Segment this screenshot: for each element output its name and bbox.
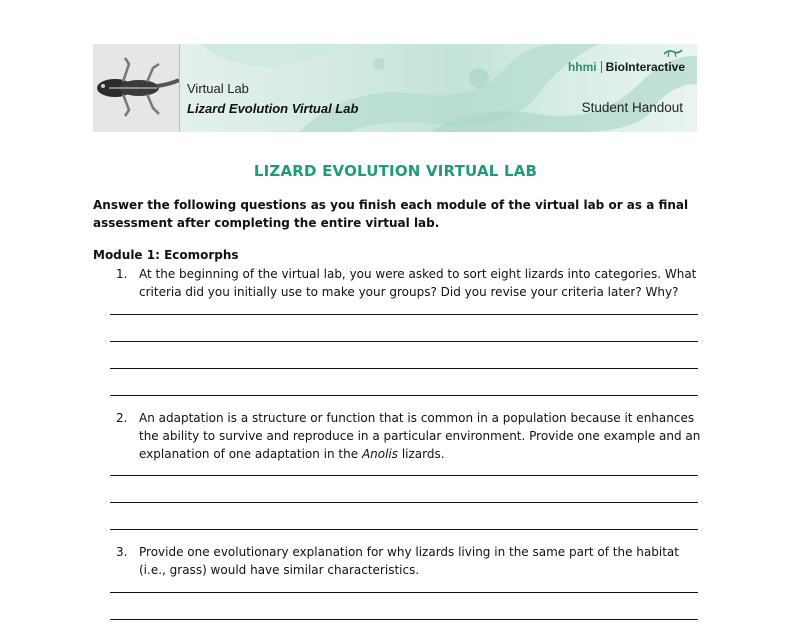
- question-text-italic: Anolis: [361, 447, 399, 461]
- answer-line[interactable]: [110, 395, 698, 396]
- answer-line[interactable]: [110, 502, 698, 503]
- question-text: Provide one evolutionary explanation for why lizards living in the same part of the habitat (i.e., grass) would have similar characteristics.: [139, 545, 679, 577]
- brand-separator: [601, 61, 602, 73]
- biointeractive-lizard-icon: [663, 48, 683, 58]
- question-number: 3.: [116, 545, 128, 559]
- answer-line[interactable]: [110, 475, 698, 476]
- banner-divider: [179, 44, 180, 132]
- question-text: [139, 409, 701, 463]
- header-banner: [93, 44, 697, 132]
- module-heading: Module 1: Ecomorphs: [93, 248, 239, 262]
- question-text-part: An adaptation is a structure or function that is common in a population because it enhances the ability to survive and reproduce in a particular environment. Provide one example and an explanation of one adaptation in the: [139, 411, 701, 461]
- answer-line[interactable]: [110, 368, 698, 369]
- question-number: 1.: [116, 267, 128, 281]
- question-text-part: lizards.: [398, 447, 445, 461]
- biointeractive-logo: [568, 60, 685, 74]
- answer-line[interactable]: [110, 314, 698, 315]
- instructions: Answer the following questions as you finish each module of the virtual lab or as a final assessment after completing the entire virtual lab.: [93, 198, 689, 230]
- question-text: At the beginning of the virtual lab, you were asked to sort eight lizards into categories. What criteria did you initially use to make your groups? Did you revise your criteria later? Why?: [139, 267, 697, 299]
- hhmi-logo-text: hhmi: [567, 60, 597, 74]
- lab-title: Lizard Evolution Virtual Lab: [187, 101, 359, 116]
- student-handout-label: Student Handout: [581, 100, 683, 115]
- question-number: 2.: [116, 411, 128, 425]
- answer-line[interactable]: [110, 341, 698, 342]
- virtual-lab-kicker: Virtual Lab: [187, 81, 249, 96]
- document-title: LIZARD EVOLUTION VIRTUAL LAB: [253, 162, 538, 180]
- lizard-xray-image: [93, 44, 179, 132]
- biointeractive-logo-text: BioInteractive: [605, 60, 685, 74]
- answer-line[interactable]: [110, 529, 698, 530]
- lizard-pattern-decoration: [179, 44, 697, 132]
- answer-line[interactable]: [110, 619, 698, 620]
- answer-line[interactable]: [110, 592, 698, 593]
